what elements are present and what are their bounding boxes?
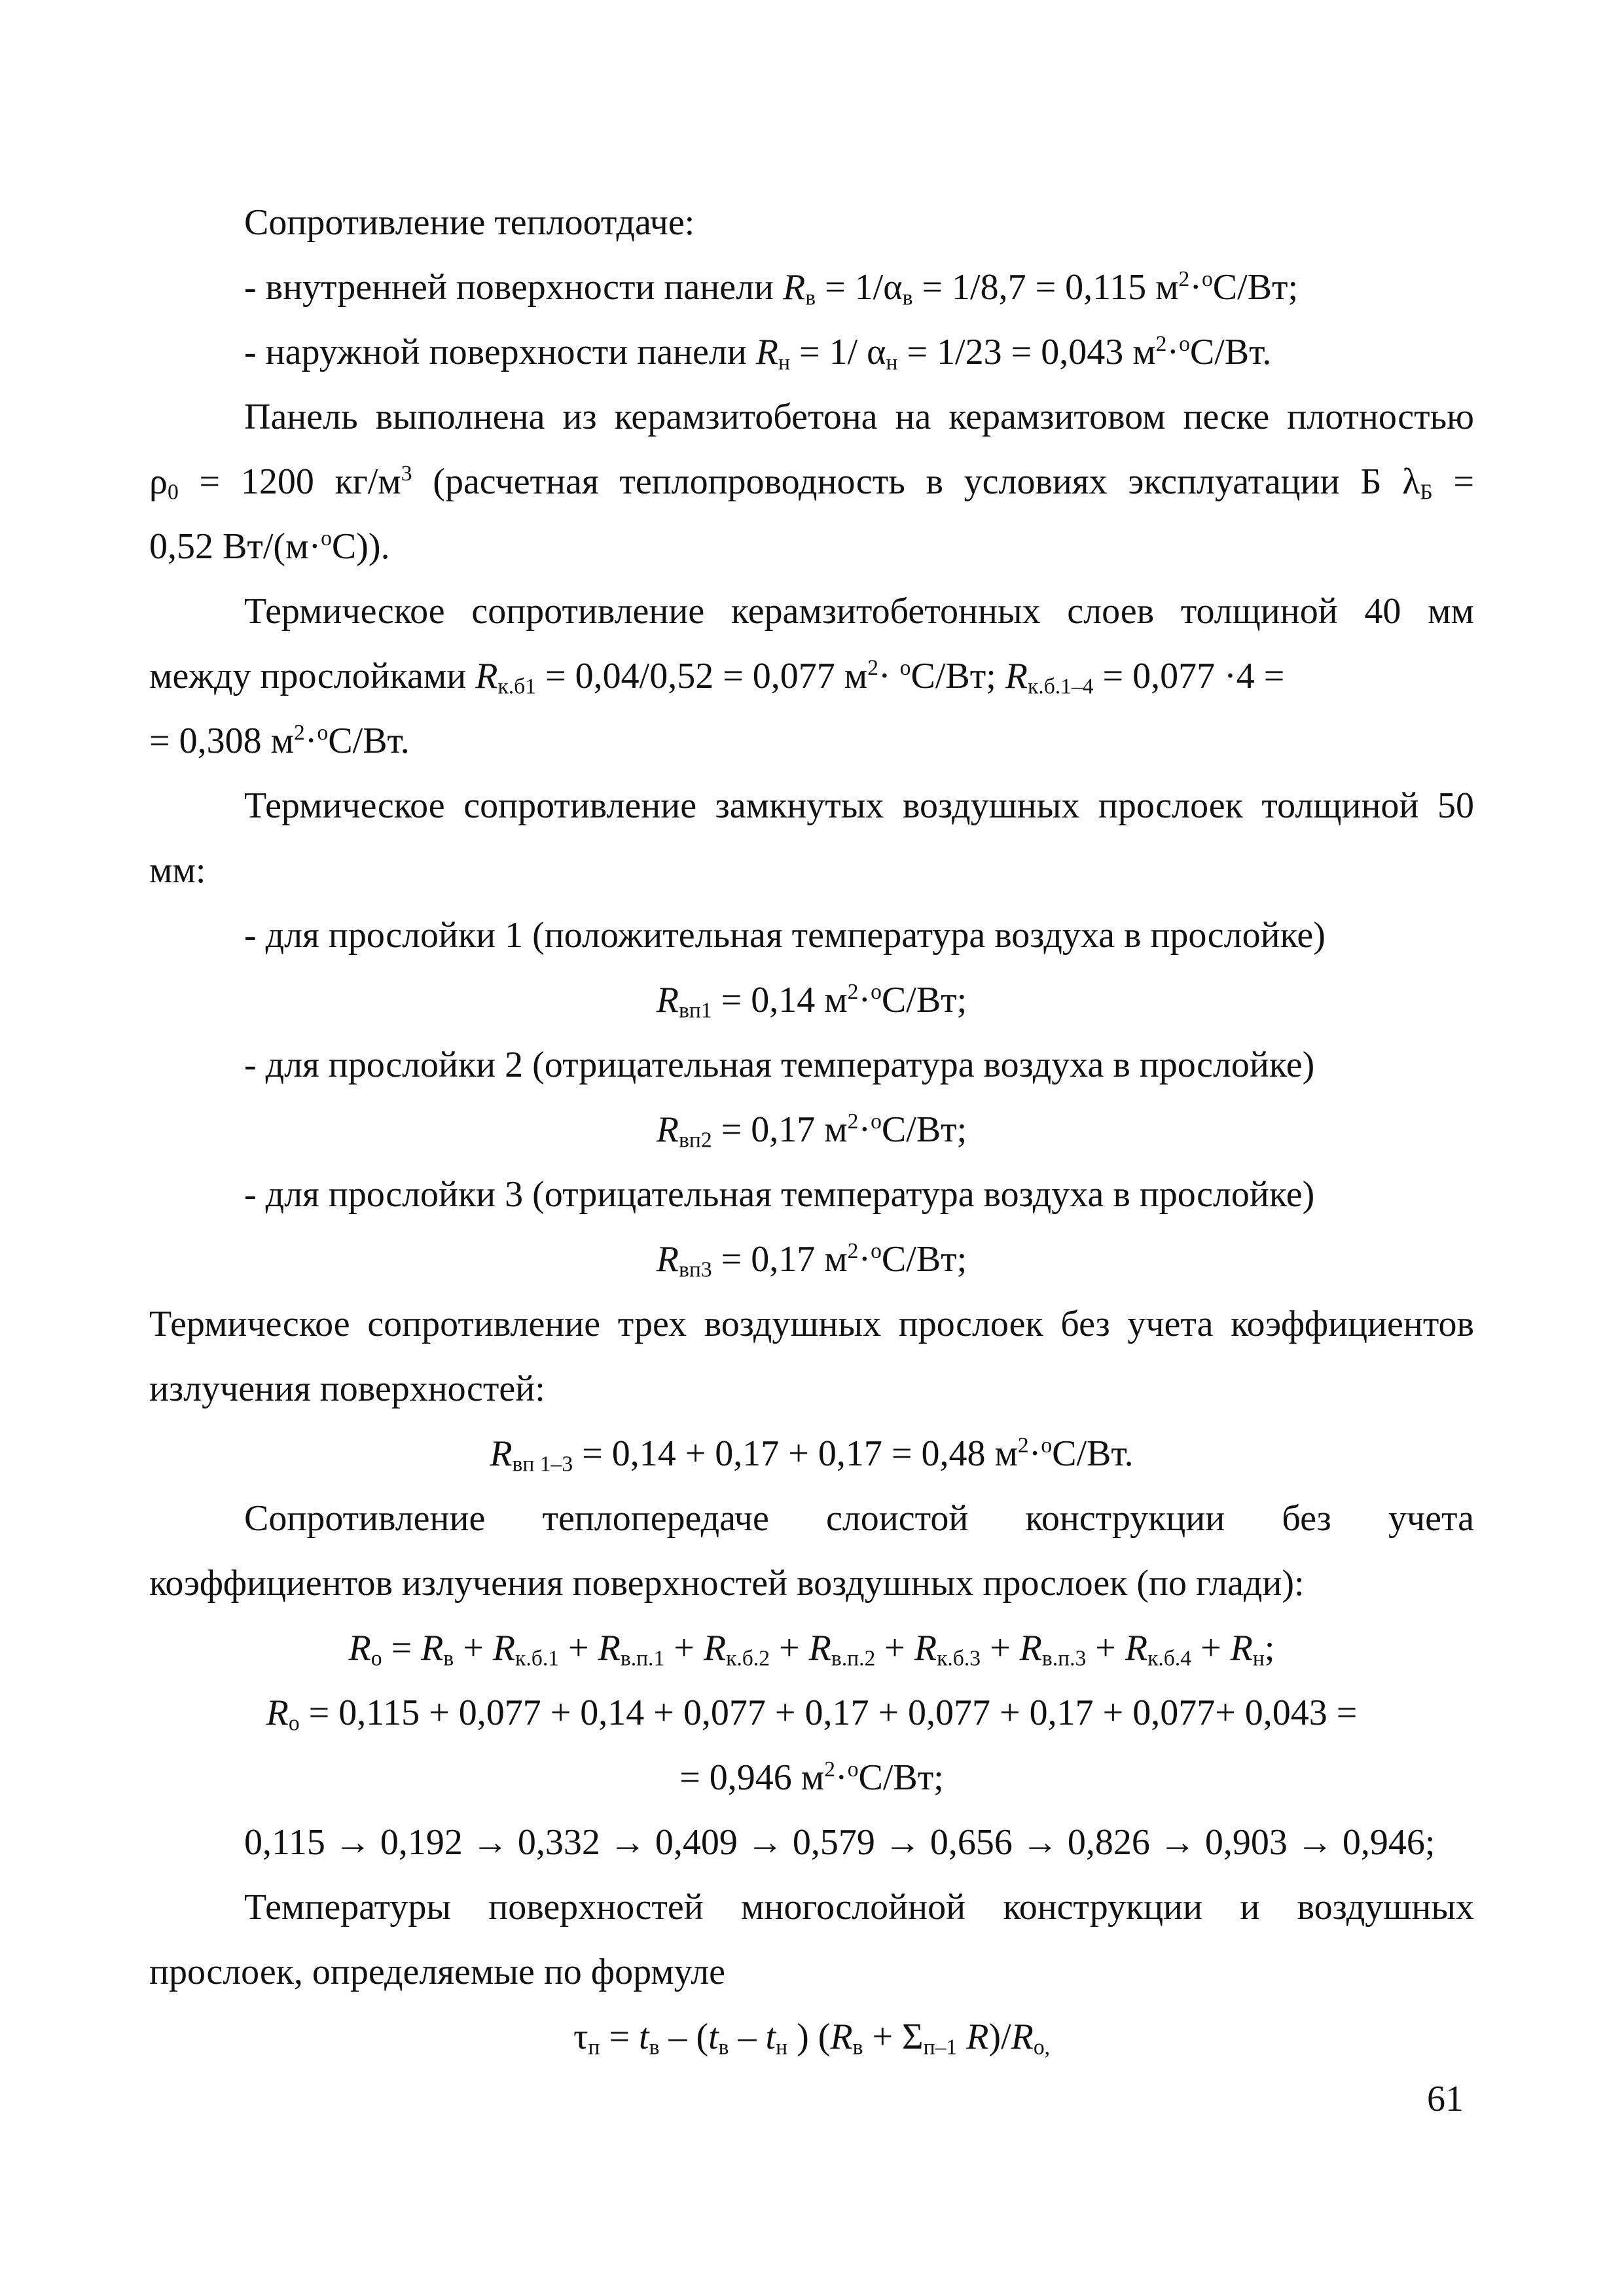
text-line: - наружной поверхности панели $R_н = 1/$ $\alpha_н = 1/23 = 0,043$ $м^2\cdot^оС/Вт$. bbox=[244, 331, 1272, 375]
text-line: = 0,308 $м^2\cdot^оС/Вт$. bbox=[149, 720, 410, 761]
text-line: 0,52 Вт/(м·$^о$С)). bbox=[149, 526, 390, 567]
text-line: $\rho_0 = 1200$ $кг/м^3$ (расчетная теплопроводность в условиях эксплуатации Б $\lambda_Б$ = bbox=[149, 461, 1474, 505]
text-line: Температуры поверхностей многослойной конструкции и воздушных bbox=[244, 1887, 1474, 1928]
text-line: - для прослойки 1 (положительная температура воздуха в прослойке) bbox=[244, 915, 1326, 956]
page-number: 61 bbox=[1427, 2079, 1464, 2119]
text-line: Сопротивление теплоотдаче: bbox=[244, 202, 695, 243]
text-line: Термическое сопротивление замкнутых воздушных прослоек толщиной 50 bbox=[244, 785, 1474, 826]
text-line: Сопротивление теплопередаче слоистой конструкции без учета bbox=[244, 1498, 1474, 1539]
text-line: Термическое сопротивление трех воздушных прослоек без учета коэффициентов bbox=[149, 1304, 1474, 1344]
text-line: прослоек, определяемые по формуле bbox=[149, 1952, 726, 1992]
text-line: Панель выполнена из керамзитобетона на керамзитовом песке плотностью bbox=[244, 397, 1474, 437]
text-line: мм: bbox=[149, 850, 206, 891]
text-line: коэффициентов излучения поверхностей воздушных прослоек (по глади): bbox=[149, 1563, 1305, 1604]
formula-line: $R_{вп2} = 0,17$ $м^2\cdot^оС/Вт$; bbox=[656, 1109, 967, 1153]
formula-line: $R_{вп 1-3} = 0,14 + 0,17 + 0,17 = 0,48$ $м^2\cdot^оС/Вт$. bbox=[490, 1433, 1134, 1477]
formula-line: $R_о = 0,115 + 0,077 + 0,14 + 0,077 + 0,17 + 0,077 + 0,17 + 0,077+ 0,043$ = bbox=[266, 1693, 1358, 1736]
text-line: - внутренней поверхности панели $R_в = 1/\alpha_в = 1/8,7 = 0,115$ $м^2\cdot^оС/Вт$; bbox=[244, 266, 1299, 310]
text-line: - для прослойки 2 (отрицательная температура воздуха в прослойке) bbox=[244, 1045, 1315, 1085]
formula-line: $R_о = R_в + R_{к.б.1} + R_{в.п.1} + R_{к.б.2} + R_{в.п.2} + R_{к.б.3} + R_{в.п.3} + R_{к.б.4} + R_н$; bbox=[348, 1628, 1275, 1671]
sequence-line: 0,115 → 0,192 → 0,332 → 0,409 → 0,579 → 0,656 → 0,826 → 0,903 → 0,946; bbox=[244, 1822, 1435, 1863]
formula-line: $R_{вп3} = 0,17$ $м^2\cdot^оС/Вт$; bbox=[656, 1238, 967, 1282]
text-line: между прослойками $R_{к.б1} = 0,04/0,52 = 0,077$ $м^2\cdot ^оС/Вт$; $R_{к.б.1-4} = 0,077 \cdot 4$ = bbox=[149, 655, 1285, 699]
formula-line: $\tau_п = t_в - (t_в - t_н$ ) ($R_в + \Sigma_{п-1}$ $R)/R_{о,}$ bbox=[573, 2017, 1051, 2060]
formula-line: = 0,946 $м^2\cdot^оС/Вт$; bbox=[679, 1757, 944, 1798]
formula-line: $R_{вп1} = 0,14$ $м^2\cdot^оС/Вт$; bbox=[656, 979, 967, 1023]
text-line: Термическое сопротивление керамзитобетонных слоев толщиной 40 мм bbox=[244, 591, 1474, 632]
text-line: излучения поверхностей: bbox=[149, 1369, 545, 1409]
text-line: - для прослойки 3 (отрицательная температура воздуха в прослойке) bbox=[244, 1174, 1315, 1215]
